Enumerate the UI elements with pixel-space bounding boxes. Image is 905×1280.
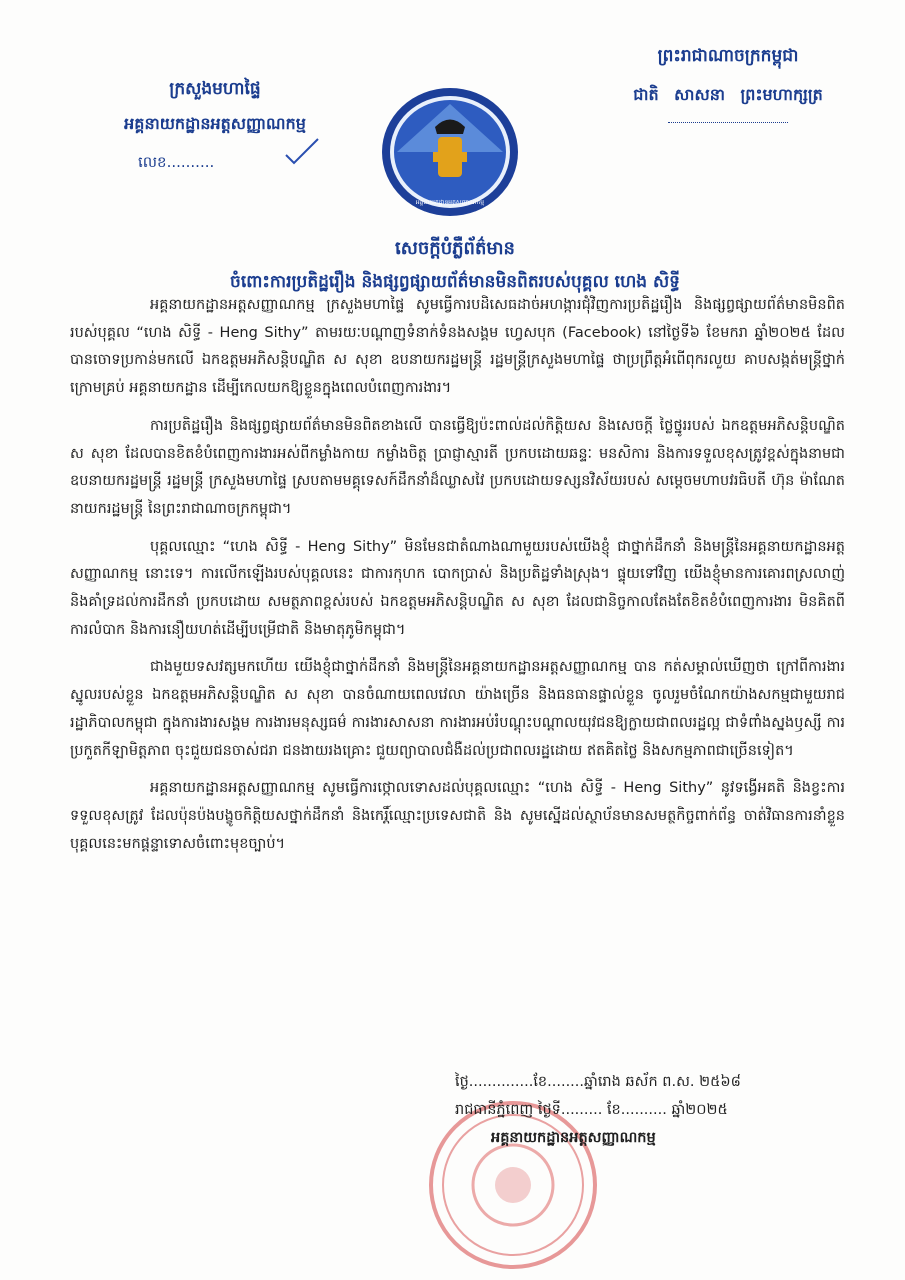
emblem-ring-text: អគ្គនាយកដ្ឋានអត្តសញ្ញាណកម្ម bbox=[415, 199, 485, 206]
title-subject: ចំពោះការប្រតិដ្ឋរឿង និងផ្សព្វផ្សាយព័ត៌មានមិនពិតរបស់បុគ្គល ហេង សិទ្ធី bbox=[230, 272, 680, 292]
department-name: អគ្គនាយកដ្ឋានអត្តសញ្ញាណកម្ម bbox=[124, 114, 306, 133]
reference-number bbox=[110, 153, 320, 175]
paragraph-1: អគ្គនាយកដ្ឋានអត្តសញ្ញាណកម្ម ក្រសួងមហាផ្ទៃ សូមធ្វើការបដិសេធដាច់អហង្ការជុំវិញការប្រតិដ្ឋរឿង និងផ្សព្វផ្សាយព័ត៌មានមិនពិតរបស់បុគ្គល “ហេង សិទ្ធី - Heng Sithy” តាមរយៈបណ្តាញទំនាក់ទំនងសង្គម ហ្វេសបុក (Facebook) នៅថ្ងៃទី៦ ខែមករា ឆ្នាំ២០២៥ ដែលបានចោទប្រកាន់មកលើ ឯកឧត្តមអភិសន្តិបណ្ឌិត ស សុខា ឧបនាយករដ្ឋមន្ត្រី រដ្ឋមន្ត្រីក្រសួងមហាផ្ទៃ ថាប្រព្រឹត្តអំពើពុករលួយ គាបសង្កត់មន្ត្រីថ្នាក់ក្រោមគ្រប់ អគ្គនាយកដ្ឋាន ដើម្បីកេលយកឱ្យខ្លួនក្នុងពេលបំពេញការងារ។ bbox=[70, 297, 845, 397]
title-main: សេចក្តីបំភ្លឺព័ត៌មាន bbox=[395, 238, 515, 259]
paragraph-3: បុគ្គលឈ្មោះ “ហេង សិទ្ធី - Heng Sithy” មិនមែនជាតំណាងណាមួយរបស់យើងខ្ញុំ ជាថ្នាក់ដឹកនាំ និងមន្ត្រីនៃអគ្គនាយកដ្ឋានអត្តសញ្ញាណកម្ម នោះទេ។ ការលើកឡើងរបស់បុគ្គលនេះ ជាការកុហក បោកប្រាស់ និងប្រតិដ្ឋទាំងស្រុង។ ផ្ទុយទៅវិញ យើងខ្ញុំមានការគោរពស្រលាញ់ និងគាំទ្រដល់ការដឹកនាំ ប្រកបដោយ សមត្ថភាពខ្ពស់របស់ ឯកឧត្តមអភិសន្តិបណ្ឌិត ស សុខា ដែលជានិច្ចកាលតែងតែខិតខំបំពេញការងារ មិនគិតពីការលំបាក និងការនឿយហត់ដើម្បីបម្រើជាតិ និងមាតុភូមិកម្ពុជា។ bbox=[70, 538, 845, 638]
lunar-date: ថ្ងៃ..............ខែ........ឆ្នាំរោង ឆស័ក ព.ស. ២៥៦៨ bbox=[455, 1074, 741, 1090]
issuer-header bbox=[110, 78, 320, 175]
paragraph-4: ជាងមួយទសវត្សមកហើយ យើងខ្ញុំជាថ្នាក់ដឹកនាំ និងមន្ត្រីនៃអគ្គនាយកដ្ឋានអត្តសញ្ញាណកម្ម បាន កត់សម្គាល់ឃើញថា ក្រៅពីការងារស្នូលរបស់ខ្លួន ឯកឧត្តមអភិសន្តិបណ្ឌិត ស សុខា បានចំណាយពេលវេលា យ៉ាងច្រើន និងធនធានផ្ទាល់ខ្លួន ចូលរួមចំណែកយ៉ាងសកម្មជាមួយរាជរដ្ឋាភិបាលកម្ពុជា ក្នុងការងារសង្គម ការងារមនុស្សធម៌ ការងារសាសនា ការងារអប់រំបណ្តុះបណ្តាលយុវជនឱ្យក្លាយជាពលរដ្ឋល្អ ជាទំពាំងស្នងឫស្សី ការប្រកួតកីឡាមិត្តភាព ចុះជួយជនចាស់ជរា ជនងាយរងគ្រោះ ជួយព្យាបាលជំងឺដល់ប្រជាពលរដ្ឋដោយ ឥតគិតថ្លៃ និងសកម្មភាពជាច្រើនទៀត។ bbox=[70, 659, 845, 759]
date-block bbox=[455, 1068, 855, 1152]
ornament-divider bbox=[668, 122, 788, 123]
paragraph-2: ការប្រតិដ្ឋរឿង និងផ្សព្វផ្សាយព័ត៌មានមិនពិតខាងលើ បានធ្វើឱ្យប៉ះពាល់ដល់កិត្តិយស និងសេចក្តី ថ្លៃថ្នូររបស់ ឯកឧត្តមអភិសន្តិបណ្ឌិត ស សុខា ដែលបានខិតខំបំពេញការងារអស់ពីកម្លាំងកាយ កម្លាំងចិត្ត ប្រាជ្ញាស្មារតី ប្រកបដោយឆន្ទៈ មនសិការ និងការទទួលខុសត្រូវខ្ពស់ក្នុងនាមជា ឧបនាយករដ្ឋមន្ត្រី រដ្ឋមន្ត្រី ក្រសួងមហាផ្ទៃ ស្របតាមមគ្គុទេសក៍ដឹកនាំដ៏ឈ្លាសវៃ ប្រកបដោយទស្សនវិស័យរបស់ សម្តេចមហាបវរធិបតី ហ៊ុន ម៉ាណែត នាយករដ្ឋមន្ត្រី នៃព្រះរាជាណាចក្រកម្ពុជា។ bbox=[70, 417, 845, 517]
paragraph-5: អគ្គនាយកដ្ឋានអត្តសញ្ញាណកម្ម សូមធ្វើការថ្កោលទោសដល់បុគ្គលឈ្មោះ “ហេង សិទ្ធី - Heng Sithy” នូវទង្វើអគតិ និងខ្វះការទទួលខុសត្រូវ ដែលប៉ុនប៉ងបង្ខូចកិត្តិយសថ្នាក់ដឹកនាំ និងកេរ្តិ៍ឈ្មោះប្រទេសជាតិ និង សូមស្នើដល់ស្ថាប័នមានសមត្ថកិច្ចពាក់ព័ន្ធ ចាត់វិធានការនាំខ្លួនបុគ្គលនេះមកផ្តន្ទាទោសចំពោះមុខច្បាប់។ bbox=[70, 780, 845, 852]
reference-label: លេខ.......... bbox=[138, 153, 215, 171]
ministry-name: ក្រសួងមហាផ្ទៃ bbox=[169, 79, 261, 99]
national-motto: ជាតិ សាសនា ព្រះមហាក្សត្រ bbox=[633, 85, 823, 104]
solar-date: រាជធានីភ្នំពេញ ថ្ងៃទី......... ខែ.......... ឆ្នាំ២០២៥ bbox=[455, 1102, 728, 1118]
document-title bbox=[70, 236, 840, 296]
kingdom-header bbox=[588, 45, 868, 123]
signatory: អគ្គនាយកដ្ឋានអត្តសញ្ញាណកម្ម bbox=[491, 1130, 656, 1146]
check-mark-icon bbox=[282, 137, 322, 167]
kingdom-name: ព្រះរាជាណាចក្រកម្ពុជា bbox=[657, 46, 799, 66]
document-body bbox=[70, 292, 845, 868]
identification-department-emblem-icon bbox=[375, 82, 525, 222]
